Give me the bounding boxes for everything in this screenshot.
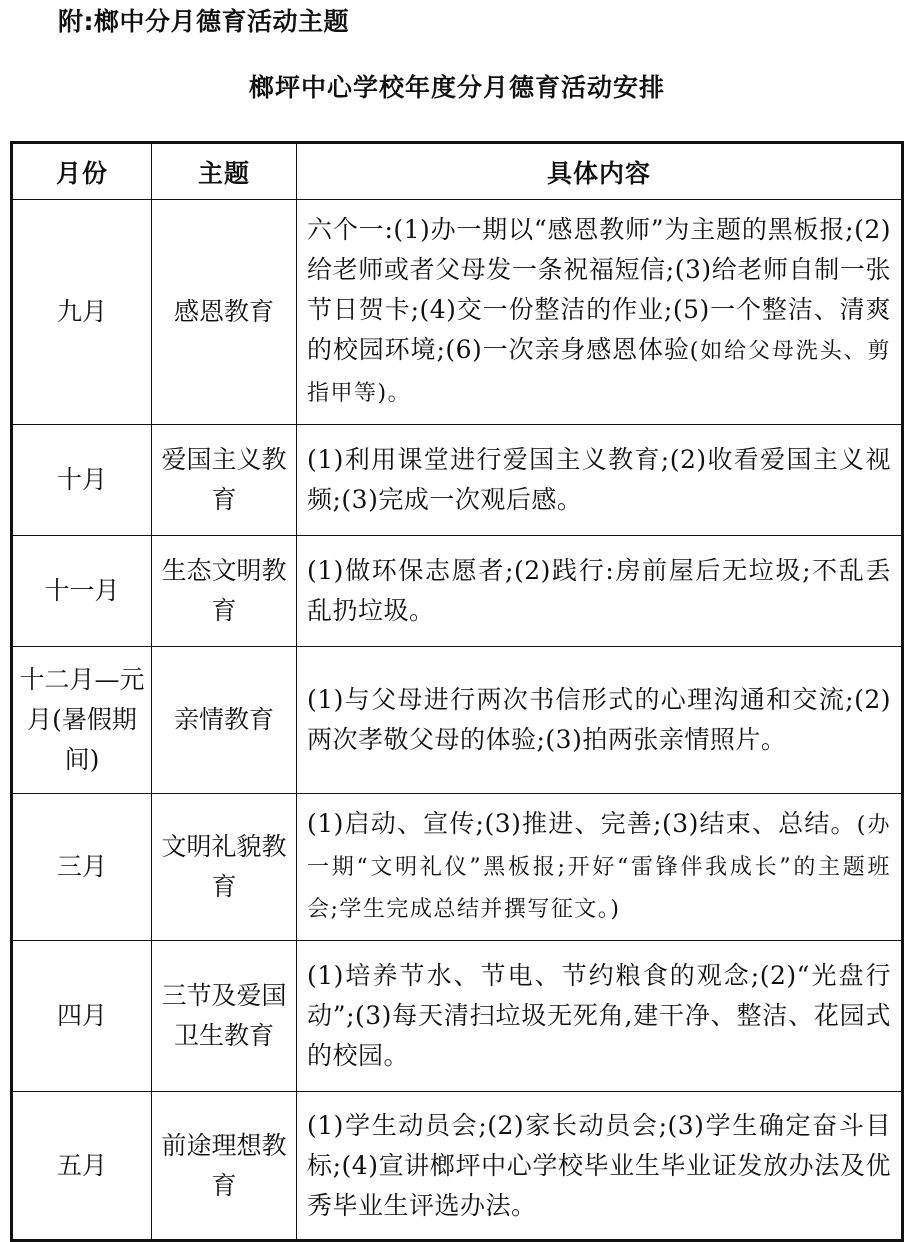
detail-note: (办一期“文明礼仪”黑板报;开好“雷锋伴我成长”的主题班会;学生完成总结并撰写征文。) <box>307 813 891 922</box>
detail-text: (1)利用课堂进行爱国主义教育;(2)收看爱国主义视频;(3)完成一次观后感。 <box>307 445 891 514</box>
table-row <box>12 200 903 425</box>
theme-cell: 生态文明教育 <box>152 536 297 647</box>
detail-text: (1)培养节水、节电、节约粮食的观念;(2)“光盘行动”;(3)每天清扫垃圾无死角,建干净、整洁、花园式的校园。 <box>307 961 891 1070</box>
detail-text: 六个一:(1)办一期以“感恩教师”为主题的黑板报;(2)给老师或者父母发一条祝福短信;(3)给老师自制一张节日贺卡;(4)交一份整洁的作业;(5)一个整洁、清爽的校园环境;(6)一次亲身感恩体验 <box>307 215 891 364</box>
detail-text: (1)做环保志愿者;(2)践行:房前屋后无垃圾;不乱丢乱扔垃圾。 <box>307 556 891 625</box>
theme-cell: 前途理想教育 <box>152 1092 297 1241</box>
theme-cell: 爱国主义教育 <box>152 425 297 536</box>
column-header-detail: 具体内容 <box>297 143 903 200</box>
table-header-row <box>12 143 903 200</box>
detail-note: (如给父母洗头、剪指甲等)。 <box>307 339 891 406</box>
month-cell: 四月 <box>12 941 152 1092</box>
month-cell: 十二月—元月(暑假期间) <box>12 647 152 794</box>
detail-text: (1)与父母进行两次书信形式的心理沟通和交流;(2)两次孝敬父母的体验;(3)拍两张亲情照片。 <box>307 685 891 754</box>
month-cell: 十月 <box>12 425 152 536</box>
detail-text: (1)启动、宣传;(3)推进、完善;(3)结束、总结。 <box>307 809 857 838</box>
table-row <box>12 647 903 794</box>
detail-cell <box>297 1092 903 1241</box>
detail-cell <box>297 200 903 425</box>
detail-cell <box>297 794 903 941</box>
table-row <box>12 425 903 536</box>
column-header-theme: 主题 <box>152 143 297 200</box>
table-row <box>12 941 903 1092</box>
theme-cell: 感恩教育 <box>152 200 297 425</box>
detail-cell <box>297 425 903 536</box>
appendix-title: 附:榔中分月德育活动主题 <box>58 7 349 36</box>
month-cell: 三月 <box>12 794 152 941</box>
theme-cell: 三节及爱国卫生教育 <box>152 941 297 1092</box>
moral-education-schedule-table <box>10 141 904 1242</box>
detail-text: (1)学生动员会;(2)家长动员会;(3)学生确定奋斗目标;(4)宣讲榔坪中心学校毕业生毕业证发放办法及优秀毕业生评选办法。 <box>307 1110 891 1220</box>
theme-cell: 亲情教育 <box>152 647 297 794</box>
table-row <box>12 536 903 647</box>
detail-cell <box>297 536 903 647</box>
table-row <box>12 1092 903 1241</box>
detail-cell <box>297 941 903 1092</box>
document-title: 榔坪中心学校年度分月德育活动安排 <box>248 73 665 102</box>
table-row <box>12 794 903 941</box>
month-cell: 五月 <box>12 1092 152 1241</box>
detail-cell <box>297 647 903 794</box>
month-cell: 九月 <box>12 200 152 425</box>
column-header-month: 月份 <box>12 143 152 200</box>
theme-cell: 文明礼貌教育 <box>152 794 297 941</box>
month-cell: 十一月 <box>12 536 152 647</box>
